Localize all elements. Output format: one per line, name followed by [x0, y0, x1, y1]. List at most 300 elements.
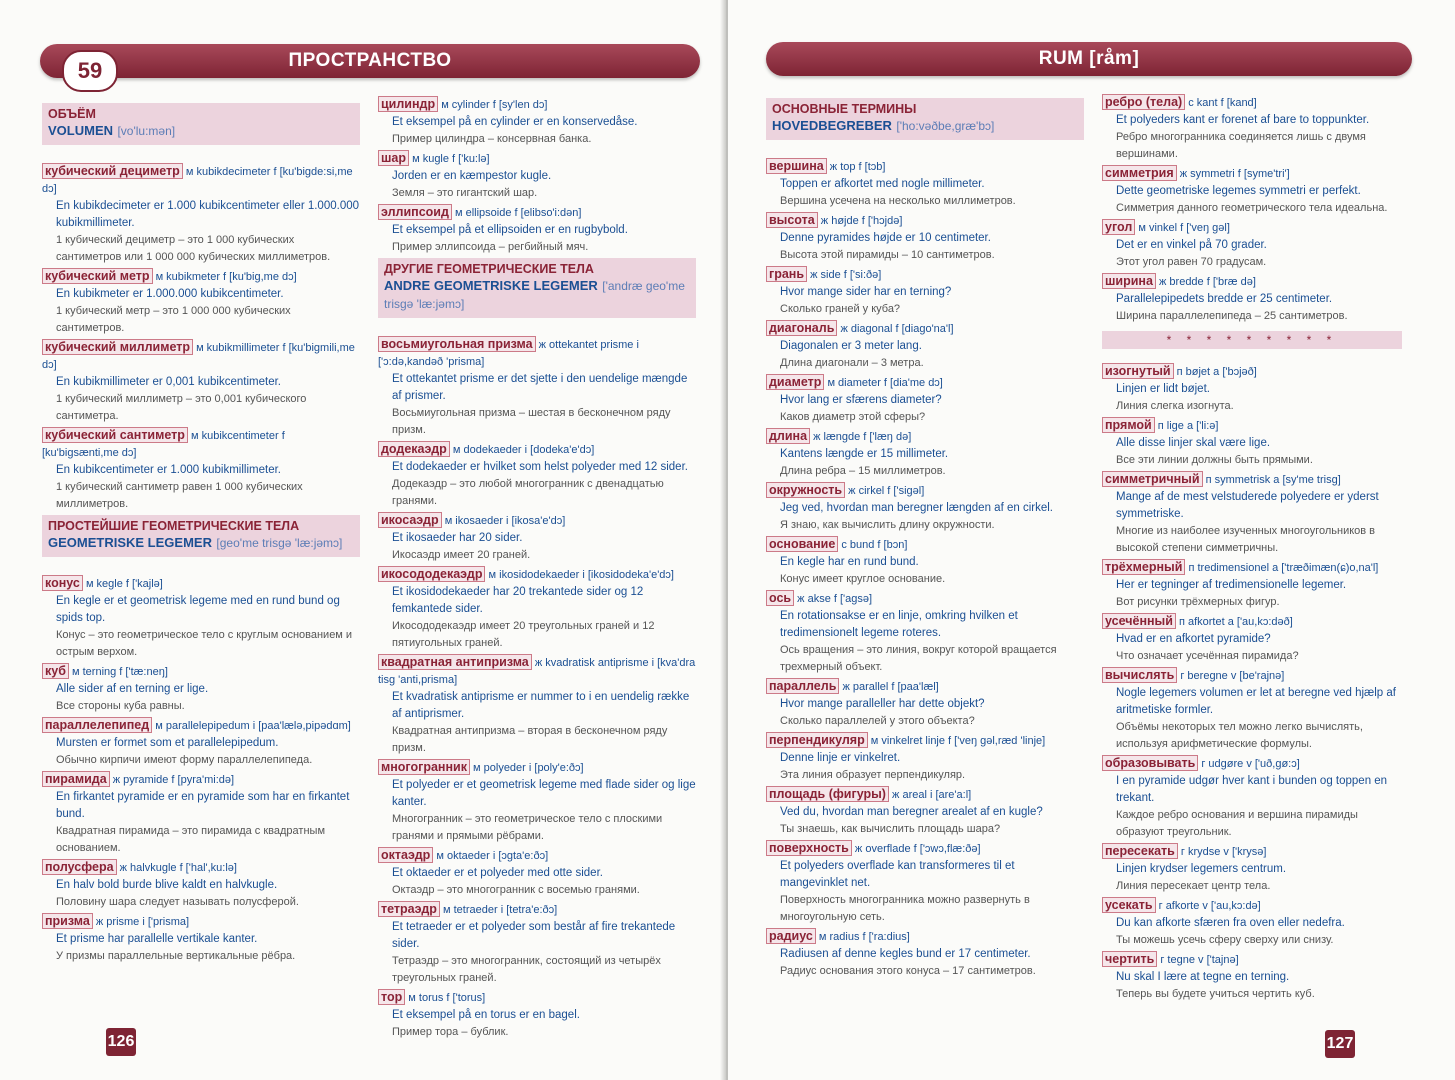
- entry-headline: [1102, 165, 1402, 183]
- entry-translation: м kubikmeter f [ku'big,me dɔ]: [155, 271, 297, 283]
- entry-example-danish: Parallelepipedets bredde er 25 centimeter.: [1116, 293, 1333, 305]
- entry-example-russian: Эта линия образует перпендикуляр.: [780, 769, 966, 781]
- entry-example-russian: Квадратная пирамида – это пирамида с квадратным основанием.: [56, 825, 326, 854]
- entry-headline: [42, 427, 360, 462]
- entry-headword: кубический сантиметр: [42, 427, 188, 443]
- dictionary-entry: [42, 268, 360, 337]
- entry-example-danish: Et ikosaeder har 20 sider.: [392, 532, 523, 544]
- dictionary-entry: [378, 150, 696, 202]
- entry-headword: прямой: [1102, 417, 1155, 433]
- entry-headword: параллелепипед: [42, 717, 152, 733]
- entry-headline: [1102, 667, 1402, 685]
- entry-translation: м kubikcentimeter f [ku'bigsænti,me dɔ]: [42, 430, 285, 459]
- entry-translation: ж areal i [are'a:l]: [892, 789, 972, 801]
- right-chapter-title: RUM [råm]: [1038, 48, 1140, 69]
- right-page-column-1: [766, 98, 1084, 982]
- entry-example-danish: Jeg ved, hvordan man beregner længden af en cirkel.: [780, 502, 1053, 514]
- entry-translation: ж akse f ['agsə]: [797, 593, 873, 605]
- entry-headword: шар: [378, 150, 409, 166]
- entry-example-danish: Et ikosidodekaeder har 20 trekantede sider og 12 femkantede sider.: [392, 586, 644, 615]
- entry-headline: [766, 590, 1084, 608]
- dictionary-entry: [1102, 613, 1402, 665]
- dictionary-entry: [1102, 273, 1402, 325]
- section-title-da: VOLUMEN: [48, 123, 113, 138]
- dictionary-entry: [1102, 755, 1402, 841]
- entry-headline: [378, 441, 696, 459]
- dictionary-entry: [766, 928, 1084, 980]
- entry-translation: м torus f ['torus]: [408, 992, 486, 1004]
- entry-headword: кубический дециметр: [42, 163, 183, 179]
- entry-example-danish: Et kvadratisk antiprisme er nummer to i en uendelig række af antiprismer.: [392, 691, 690, 720]
- entry-example-danish: Alle disse linjer skal være lige.: [1116, 437, 1271, 449]
- entry-headword: симметричный: [1102, 471, 1203, 487]
- page-number-127: 127: [1325, 1030, 1355, 1058]
- entry-example-danish: Et eksempel på et ellipsoiden er en rugbybold.: [392, 224, 628, 236]
- dictionary-entry: [1102, 843, 1402, 895]
- dictionary-entry: [42, 717, 360, 769]
- entry-translation: м polyeder i [poly'e:ðɔ]: [473, 762, 584, 774]
- entry-headword: чертить: [1102, 951, 1157, 967]
- dictionary-entry: [378, 901, 696, 987]
- right-page-column-2: [1102, 94, 1402, 1005]
- entry-headword: образовывать: [1102, 755, 1198, 771]
- section-title-da-line: [384, 277, 690, 313]
- entry-example-danish: En kegle er et geometrisk legeme med en rund bund og spids top.: [56, 595, 340, 624]
- entry-example-danish: Et tetraeder er et polyeder som består af fire trekantede sider.: [392, 921, 676, 950]
- entry-example-russian: Симметрия данного геометрического тела идеальна.: [1116, 202, 1388, 214]
- dictionary-entry: [766, 266, 1084, 318]
- entry-example-russian: Многие из наиболее изученных многоугольников в высокой степени симметричны.: [1116, 525, 1376, 554]
- entry-headword: поверхность: [766, 840, 852, 856]
- section-transcription: [vo'lu:mən]: [117, 124, 176, 138]
- entry-headline: [42, 163, 360, 198]
- entry-headword: диагональ: [766, 320, 837, 336]
- entry-headline: [42, 339, 360, 374]
- entry-translation: ж bredde f ['bræ də]: [1159, 276, 1256, 288]
- entry-example-russian: Пример тора – бублик.: [392, 1026, 509, 1038]
- entry-example-danish: Hvor lang er sfærens diameter?: [780, 394, 942, 406]
- entry-headword: трёхмерный: [1102, 559, 1185, 575]
- entry-headword: ширина: [1102, 273, 1156, 289]
- entry-translation: ж halvkugle f ['hal',ku:lə]: [119, 862, 237, 874]
- dictionary-entry: [42, 163, 360, 266]
- entry-headword: цилиндр: [378, 96, 438, 112]
- left-page: [0, 0, 724, 1080]
- entry-example-danish: En halv bold burde blive kaldt en halvkugle.: [56, 879, 278, 891]
- entry-example-danish: Hvor mange sider har en terning?: [780, 286, 952, 298]
- entry-translation: м vinkel f ['veŋ gəl]: [1138, 222, 1230, 234]
- entry-headword: длина: [766, 428, 810, 444]
- entry-headline: [378, 204, 696, 222]
- entry-example-russian: Линия пересекает центр тела.: [1116, 880, 1271, 892]
- entry-headword: эллипсоид: [378, 204, 452, 220]
- left-page-column-2: [378, 96, 696, 1043]
- entry-example-danish: Et polyeders kant er forenet af bare to toppunkter.: [1116, 114, 1370, 126]
- entry-headline: [378, 512, 696, 530]
- dictionary-entry: [378, 847, 696, 899]
- entry-headword: вершина: [766, 158, 827, 174]
- dictionary-entry: [766, 678, 1084, 730]
- section-header: [42, 515, 360, 557]
- section-title-da-line: [48, 122, 354, 140]
- entry-example-danish: Det er en vinkel på 70 grader.: [1116, 239, 1267, 251]
- entry-example-russian: Все стороны куба равны.: [56, 700, 185, 712]
- section-title-ru: ДРУГИЕ ГЕОМЕТРИЧЕСКИЕ ТЕЛА: [384, 262, 594, 276]
- entry-example-russian: Икосододекаэдр имеет 20 треугольных граней и 12 пятиугольных граней.: [392, 620, 655, 649]
- entry-headline: [42, 663, 360, 681]
- entry-example-russian: 1 кубический метр – это 1 000 000 кубических сантиметров.: [56, 305, 291, 334]
- entry-example-russian: Вот рисунки трёхмерных фигур.: [1116, 596, 1280, 608]
- entry-translation: м kubikmillimeter f [ku'bigmili,me dɔ]: [42, 342, 355, 371]
- entry-translation: г udgøre v ['uð,gø:ɔ]: [1201, 758, 1300, 770]
- entry-headline: [766, 266, 1084, 284]
- entry-translation: ж højde f ['hɔjdə]: [820, 215, 903, 227]
- dictionary-entry: [766, 590, 1084, 676]
- entry-headline: [378, 989, 696, 1007]
- entry-example-danish: Et eksempel på en cylinder er en konservedåse.: [392, 116, 638, 128]
- entry-translation: с kant f [kand]: [1188, 97, 1257, 109]
- entry-translation: п bøjet a ['bɔjəð]: [1176, 366, 1257, 378]
- entry-translation: ж diagonal f [diago'na'l]: [840, 323, 954, 335]
- entry-headline: [42, 859, 360, 877]
- dictionary-entry: [766, 786, 1084, 838]
- entry-translation: п symmetrisk a [sy'me trisg]: [1205, 474, 1341, 486]
- section-transcription: ['andræ geo'me trisgə 'læ:jəmɔ]: [384, 279, 685, 311]
- entry-example-russian: Радиус основания этого конуса – 17 сантиметров.: [780, 965, 1036, 977]
- left-page-column-1: [42, 103, 360, 967]
- entry-example-russian: Земля – это гигантский шар.: [392, 187, 538, 199]
- entry-headline: [42, 575, 360, 593]
- entry-example-russian: Сколько параллелей у этого объекта?: [780, 715, 975, 727]
- entry-headword: восьмиугольная призма: [378, 336, 536, 352]
- entry-translation: м terning f ['tæ:neŋ]: [72, 666, 168, 678]
- separator-stars: * * * * * * * * *: [1102, 331, 1402, 349]
- entry-example-russian: Тетраэдр – это многогранник, состоящий из четырёх треугольных граней.: [392, 955, 661, 984]
- entry-headword: изогнутый: [1102, 363, 1174, 379]
- entry-example-russian: Ты можешь усечь сферу сверху или снизу.: [1116, 934, 1334, 946]
- section-header: [378, 258, 696, 318]
- entry-example-danish: Et eksempel på en torus er en bagel.: [392, 1009, 580, 1021]
- entry-example-danish: Et oktaeder er et polyeder med otte sider.: [392, 867, 603, 879]
- entry-example-russian: Я знаю, как вычислить длину окружности.: [780, 519, 995, 531]
- entry-headline: [378, 654, 696, 689]
- entry-example-russian: Икосаэдр имеет 20 граней.: [392, 549, 531, 561]
- entry-example-danish: Linjen er lidt bøjet.: [1116, 383, 1210, 395]
- entry-headword: икосододекаэдр: [378, 566, 485, 582]
- entry-example-danish: Ved du, hvordan man beregner arealet af en kugle?: [780, 806, 1043, 818]
- entry-example-russian: Высота этой пирамиды – 10 сантиметров.: [780, 249, 995, 261]
- entry-translation: м kubikdecimeter f [ku'bigde:si,me dɔ]: [42, 166, 353, 195]
- entry-example-russian: Квадратная антипризма – вторая в бесконечном ряду призм.: [392, 725, 668, 754]
- entry-example-danish: En firkantet pyramide er en pyramide som har en firkantet bund.: [56, 791, 350, 820]
- entry-headline: [766, 158, 1084, 176]
- entry-example-danish: Dette geometriske legemes symmetri er perfekt.: [1116, 185, 1361, 197]
- entry-translation: м oktaeder i [ɔgta'e:ðɔ]: [436, 850, 549, 862]
- entry-headword: параллель: [766, 678, 839, 694]
- entry-example-russian: Восьмиугольная призма – шестая в бесконечном ряду призм.: [392, 407, 671, 436]
- entry-translation: г afkorte v ['au,kɔ:də]: [1158, 900, 1261, 912]
- dictionary-entry: [766, 482, 1084, 534]
- dictionary-entry: [42, 575, 360, 661]
- entry-example-danish: Et prisme har parallelle vertikale kanter.: [56, 933, 258, 945]
- entry-example-russian: 1 кубический дециметр – это 1 000 кубических сантиметров или 1 000 000 кубических миллиметров.: [56, 234, 331, 263]
- entry-translation: м ikosaeder i [ikosa'e'dɔ]: [444, 515, 566, 527]
- dictionary-entry: [766, 536, 1084, 588]
- entry-example-russian: Длина диагонали – 3 метра.: [780, 357, 924, 369]
- section-title-da-line: [48, 534, 354, 552]
- entry-headword: площадь (фигуры): [766, 786, 889, 802]
- dictionary-entry: [1102, 951, 1402, 1003]
- entry-example-russian: Конус – это геометрическое тело с круглым основанием и острым верхом.: [56, 629, 353, 658]
- entry-headline: [378, 336, 696, 371]
- entry-example-russian: Длина ребра – 15 миллиметров.: [780, 465, 946, 477]
- entry-headword: икосаэдр: [378, 512, 442, 528]
- entry-headline: [766, 928, 1084, 946]
- entry-headword: высота: [766, 212, 818, 228]
- dictionary-entry: [378, 759, 696, 845]
- entry-example-danish: En kubikmillimeter er 0,001 kubikcentimeter.: [56, 376, 281, 388]
- entry-headword: окружность: [766, 482, 845, 498]
- section-title-ru: ОСНОВНЫЕ ТЕРМИНЫ: [772, 102, 917, 116]
- entry-headline: [1102, 273, 1402, 291]
- entry-headline: [42, 717, 360, 735]
- entry-headline: [42, 268, 360, 286]
- entry-headword: полусфера: [42, 859, 117, 875]
- entry-example-danish: En kubikcentimeter er 1.000 kubikmillimeter.: [56, 464, 281, 476]
- dictionary-entry: [1102, 417, 1402, 469]
- entry-translation: м ellipsoide f [elibso'i:dən]: [454, 207, 582, 219]
- entry-translation: м radius f ['ra:dius]: [818, 931, 910, 943]
- entry-headword: конус: [42, 575, 83, 591]
- entry-example-russian: Конус имеет круглое основание.: [780, 573, 946, 585]
- entry-headword: перпендикуляр: [766, 732, 868, 748]
- entry-headline: [378, 566, 696, 584]
- entry-headline: [766, 786, 1084, 804]
- entry-example-russian: Каждое ребро основания и вершина пирамиды образуют треугольник.: [1116, 809, 1358, 838]
- entry-example-danish: Alle sider af en terning er lige.: [56, 683, 209, 695]
- entry-headline: [1102, 951, 1402, 969]
- entry-headword: тетраэдр: [378, 901, 440, 917]
- entry-headline: [1102, 471, 1402, 489]
- entry-headword: октаэдр: [378, 847, 433, 863]
- entry-example-russian: 1 кубический миллиметр – это 0,001 кубического сантиметра.: [56, 393, 307, 422]
- entry-example-russian: Пример цилиндра – консервная банка.: [392, 133, 592, 145]
- section-title-da: GEOMETRISKE LEGEMER: [48, 535, 212, 550]
- dictionary-entry: [766, 158, 1084, 210]
- dictionary-entry: [766, 732, 1084, 784]
- entry-example-danish: Hvad er en afkortet pyramide?: [1116, 633, 1271, 645]
- entry-example-danish: Her er tegninger af tredimensionelle legemer.: [1116, 579, 1347, 591]
- entry-translation: м kugle f ['ku:lə]: [412, 153, 490, 165]
- entry-example-russian: Линия слегка изогнута.: [1116, 400, 1234, 412]
- entry-example-danish: Denne linje er vinkelret.: [780, 752, 901, 764]
- entry-headword: многогранник: [378, 759, 470, 775]
- entry-headline: [766, 212, 1084, 230]
- entry-headline: [378, 901, 696, 919]
- entry-translation: ж kvadratisk antiprisme i [kva'dra tisg 'anti,prisma]: [378, 657, 696, 686]
- dictionary-entry: [1102, 897, 1402, 949]
- dictionary-entry: [42, 771, 360, 857]
- section-title-da-line: [772, 117, 1078, 135]
- entry-translation: п tredimensionel a ['træðimæn(ɕ)o,na'l]: [1188, 562, 1379, 574]
- entry-translation: м parallelepipedum i [paa'lælə,pipədɑm]: [155, 720, 351, 732]
- entry-headline: [766, 428, 1084, 446]
- entry-translation: ж cirkel f ['sigəl]: [848, 485, 925, 497]
- entry-headline: [766, 536, 1084, 554]
- entry-example-russian: Ребро многогранника соединяется лишь с двумя вершинами.: [1116, 131, 1366, 160]
- dictionary-entry: [42, 427, 360, 513]
- entry-headword: угол: [1102, 219, 1135, 235]
- entry-headline: [1102, 897, 1402, 915]
- entry-example-russian: Половину шара следует называть полусферой.: [56, 896, 299, 908]
- entry-example-russian: 1 кубический сантиметр равен 1 000 кубических миллиметров.: [56, 481, 303, 510]
- entry-headline: [766, 732, 1084, 750]
- entry-headword: усечённый: [1102, 613, 1176, 629]
- entry-example-russian: Многогранник – это геометрическое тело с плоскими гранями и прямыми рёбрами.: [392, 813, 663, 842]
- dictionary-entry: [766, 840, 1084, 926]
- dictionary-entry: [1102, 363, 1402, 415]
- entry-headword: куб: [42, 663, 69, 679]
- entry-example-danish: Du kan afkorte sfæren fra oven eller nedefra.: [1116, 917, 1345, 929]
- entry-example-russian: Теперь вы будете учиться чертить куб.: [1116, 988, 1315, 1000]
- entry-headline: [378, 96, 696, 114]
- entry-example-russian: Ширина параллелепипеда – 25 сантиметров.: [1116, 310, 1348, 322]
- entry-example-russian: Поверхность многогранника можно развернуть в многоугольную сеть.: [780, 894, 1030, 923]
- entry-translation: ж pyramide f [pyra'mi:də]: [112, 774, 235, 786]
- entry-headline: [766, 374, 1084, 392]
- dictionary-entry: [378, 204, 696, 256]
- section-title-da: ANDRE GEOMETRISKE LEGEMER: [384, 278, 598, 293]
- entry-example-danish: En kubikmeter er 1.000.000 kubikcentimeter.: [56, 288, 284, 300]
- entry-example-russian: Обычно кирпичи имеют форму параллелепипеда.: [56, 754, 313, 766]
- dictionary-entry: [42, 663, 360, 715]
- entry-translation: с bund f [bɔn]: [841, 539, 908, 551]
- entry-example-danish: Mursten er formet som et parallelepipedum.: [56, 737, 279, 749]
- entry-example-russian: Каков диаметр этой сферы?: [780, 411, 926, 423]
- entry-translation: м tetraeder i [tetra'e:ðɔ]: [443, 904, 558, 916]
- entry-example-russian: Все эти линии должны быть прямыми.: [1116, 454, 1313, 466]
- entry-headword: призма: [42, 913, 93, 929]
- entry-headline: [1102, 94, 1402, 112]
- entry-example-danish: En kegle har en rund bund.: [780, 556, 919, 568]
- entry-headline: [1102, 363, 1402, 381]
- dictionary-entry: [378, 441, 696, 510]
- entry-translation: п afkortet a ['au,kɔ:dəð]: [1178, 616, 1293, 628]
- dictionary-entry: [42, 859, 360, 911]
- entry-headword: квадратная антипризма: [378, 654, 532, 670]
- entry-translation: ж ottekantet prisme i ['ɔ:də,kandəð 'prisma]: [378, 339, 639, 368]
- entry-headline: [1102, 613, 1402, 631]
- entry-example-danish: Jorden er en kæmpestor kugle.: [392, 170, 552, 182]
- entry-example-danish: Kantens længde er 15 millimeter.: [780, 448, 949, 460]
- entry-translation: ж længde f ['læŋ də]: [813, 431, 912, 443]
- entry-headword: кубический миллиметр: [42, 339, 193, 355]
- dictionary-entry: [1102, 94, 1402, 163]
- entry-headword: диаметр: [766, 374, 824, 390]
- entry-headword: ось: [766, 590, 794, 606]
- entry-example-danish: Et polyeders overflade kan transformeres til et mangevinklet net.: [780, 860, 1015, 889]
- dictionary-entry: [1102, 559, 1402, 611]
- entry-translation: ж symmetri f [syme'tri']: [1179, 168, 1290, 180]
- entry-translation: г tegne v ['tajnə]: [1160, 954, 1239, 966]
- entry-headline: [378, 847, 696, 865]
- entry-headline: [42, 913, 360, 931]
- entry-headword: симметрия: [1102, 165, 1177, 181]
- entry-headword: радиус: [766, 928, 816, 944]
- left-chapter-banner: [40, 44, 700, 78]
- entry-example-danish: Mange af de mest velstuderede polyedere er yderst symmetriske.: [1116, 491, 1379, 520]
- entry-headline: [1102, 219, 1402, 237]
- dictionary-entry: [378, 336, 696, 439]
- entry-headword: додекаэдр: [378, 441, 450, 457]
- entry-example-russian: Ось вращения – это линия, вокруг которой вращается трехмерный объект.: [780, 644, 1057, 673]
- entry-example-russian: У призмы параллельные вертикальные рёбра.: [56, 950, 296, 962]
- section-transcription: [geo'me trisgə 'læ:jəmɔ]: [216, 536, 343, 550]
- left-chapter-title: ПРОСТРАНСТВО: [288, 50, 452, 71]
- entry-translation: м ikosidodekaeder i [ikosidodeka'e'dɔ]: [488, 569, 674, 581]
- entry-headline: [42, 771, 360, 789]
- dictionary-entry: [378, 566, 696, 652]
- entry-headline: [1102, 843, 1402, 861]
- section-header: [42, 103, 360, 145]
- entry-example-russian: Вершина усечена на несколько миллиметров.: [780, 195, 1016, 207]
- entry-headword: усекать: [1102, 897, 1156, 913]
- entry-headline: [1102, 417, 1402, 435]
- entry-headline: [378, 759, 696, 777]
- entry-example-russian: Этот угол равен 70 градусам.: [1116, 256, 1267, 268]
- entry-example-russian: Пример эллипсоида – регбийный мяч.: [392, 241, 589, 253]
- entry-headline: [766, 482, 1084, 500]
- section-header: [766, 98, 1084, 140]
- entry-example-danish: Nogle legemers volumen er let at beregne ved hjælp af aritmetiske formler.: [1116, 687, 1396, 716]
- dictionary-entry: [1102, 471, 1402, 557]
- entry-headword: пересекать: [1102, 843, 1178, 859]
- dictionary-entry: [1102, 219, 1402, 271]
- entry-headline: [378, 150, 696, 168]
- entry-example-danish: Linjen krydser legemers centrum.: [1116, 863, 1287, 875]
- dictionary-entry: [42, 913, 360, 965]
- entry-example-danish: Diagonalen er 3 meter lang.: [780, 340, 922, 352]
- entry-headword: кубический метр: [42, 268, 153, 284]
- entry-translation: м dodekaeder i [dodeka'e'dɔ]: [452, 444, 595, 456]
- dictionary-entry: [766, 212, 1084, 264]
- entry-headword: тор: [378, 989, 405, 1005]
- entry-translation: м cylinder f [sy'len dɔ]: [441, 99, 548, 111]
- dictionary-entry: [42, 339, 360, 425]
- entry-headline: [766, 320, 1084, 338]
- dictionary-entry: [1102, 165, 1402, 217]
- section-title-ru: ПРОСТЕЙШИЕ ГЕОМЕТРИЧЕСКИЕ ТЕЛА: [48, 519, 300, 533]
- dictionary-entry: [378, 989, 696, 1041]
- entry-example-danish: Radiusen af denne kegles bund er 17 centimeter.: [780, 948, 1031, 960]
- dictionary-entry: [766, 320, 1084, 372]
- dictionary-entry: [378, 96, 696, 148]
- entry-translation: ж top f [tɔb]: [829, 161, 886, 173]
- chapter-number-badge: 59: [62, 50, 118, 92]
- entry-translation: ж parallel f [paa'læl]: [842, 681, 939, 693]
- section-transcription: ['ho:vəðbe,græ'bɔ]: [896, 119, 995, 133]
- entry-headword: основание: [766, 536, 838, 552]
- entry-example-russian: Додекаэдр – это любой многогранник с двенадцатью гранями.: [392, 478, 664, 507]
- section-title-ru: ОБЪЁМ: [48, 107, 96, 121]
- entry-example-danish: Et dodekaeder er hvilket som helst polyeder med 12 sider.: [392, 461, 688, 473]
- right-chapter-banner: [766, 42, 1412, 76]
- entry-headline: [1102, 755, 1402, 773]
- entry-example-danish: Et polyeder er et geometrisk legeme med flade sider og lige kanter.: [392, 779, 696, 808]
- entry-example-danish: En rotationsakse er en linje, omkring hvilken et tredimensionelt legeme roteres.: [780, 610, 1018, 639]
- entry-translation: м kegle f ['kajlə]: [85, 578, 163, 590]
- entry-translation: г beregne v [be'rajnə]: [1180, 670, 1285, 682]
